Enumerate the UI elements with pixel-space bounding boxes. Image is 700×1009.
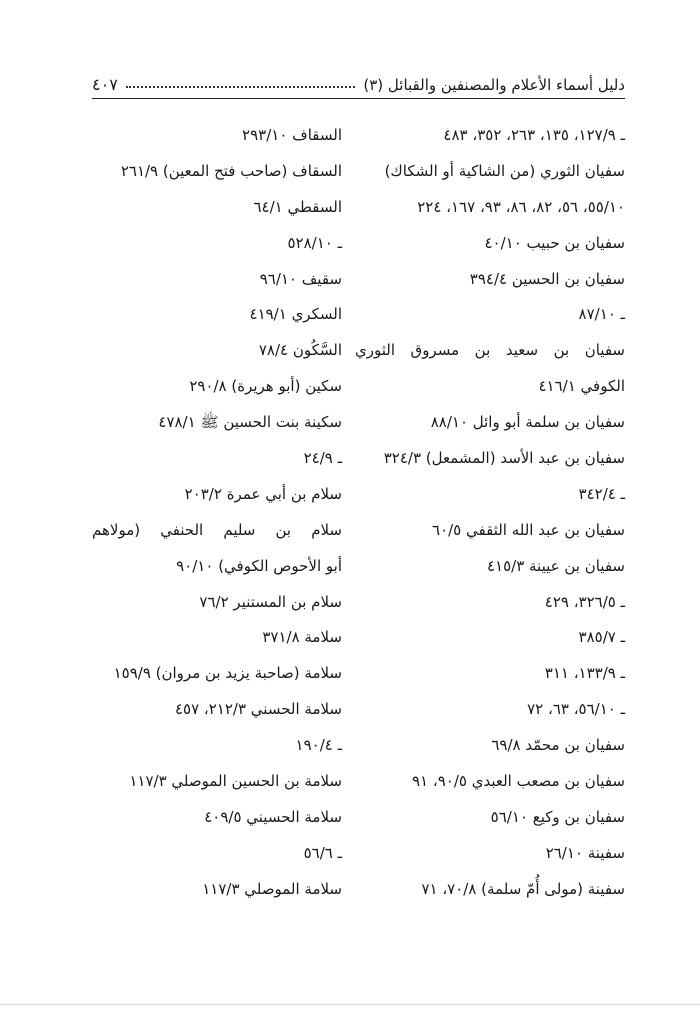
index-entry: السكري ٤١٩/١ [249,305,342,324]
index-entry: سلام بن سليم الحنفي (مولاهم [92,520,342,539]
index-entry: سفيان بن عبد الأسد (المشمعل) ٣٢٤/٣ [383,449,625,468]
index-entry: ـ ٣٢٦/٥، ٤٢٩ [544,592,625,611]
index-entry: السقاف ٢٩٣/١٠ [242,126,342,144]
index-entry: سفيان بن عبد الله الثقفي ٦٠/٥ [432,520,625,539]
index-entry: السَّكُون ٧٨/٤ [258,341,342,360]
index-entry: سلام بن المستنير ٧٦/٢ [199,592,342,611]
index-entry: سفيان بن وكيع ٥٦/١٠ [490,807,625,826]
index-entry: سكينة بنت الحسين ﷺ ٤٧٨/١ [158,413,342,432]
header-rule [92,98,625,99]
index-entry: ـ ٥٦/٦ [303,843,342,862]
index-entry: سلامة بن الحسين الموصلي ١١٧/٣ [129,772,342,791]
index-entry: سفيان بن مصعب العبدي ٩٠/٥، ٩١ [411,772,625,791]
leader-dots [126,85,356,88]
index-entry: سقيف ٩٦/١٠ [259,269,342,288]
index-entry: الكوفي ٤١٦/١ [538,377,625,396]
running-header [92,66,625,94]
index-entry: سفيان بن الحسين ٣٩٤/٤ [469,269,625,288]
index-entry: سلامة (صاحبة يزيد بن مروان) ١٥٩/٩ [113,664,342,683]
running-title: دليل أسماء الأعلام والمصنفين والقبائل (٣) [363,76,625,94]
index-entry: سفيان بن سعيد بن مسروق الثوري [355,341,625,360]
index-column-right [355,118,625,908]
index-entry: السقطي ٦٤/١ [253,197,342,216]
index-entry: ـ ٣٨٥/٧ [578,628,625,647]
index-entry: سفيان بن عيينة ٤١٥/٣ [486,556,625,575]
index-entry: سلامة ٣٧١/٨ [262,628,342,647]
index-entry: ـ ٨٧/١٠ [578,305,625,324]
index-entry: ـ ٥٦/١٠، ٦٣، ٧٢ [527,700,625,719]
index-entry: سفيان بن سلمة أبو وائل ٨٨/١٠ [430,413,625,432]
index-entry: سفيان الثوري (من الشاكية أو الشكاك) [384,161,625,180]
index-column-left [92,118,342,908]
index-entry: ـ ١٢٧/٩، ١٣٥، ٢٦٣، ٣٥٢، ٤٨٣ [443,126,625,144]
index-entry: ـ ٥٢٨/١٠ [287,233,342,252]
index-entry: ـ ٢٤/٩ [303,449,342,468]
index-entry: ـ ٣٤٢/٤ [578,484,625,503]
index-entry: السقاف (صاحب فتح المعين) ٢٦١/٩ [120,161,342,180]
index-entry: سفيان بن محمّد ٦٩/٨ [491,736,625,755]
index-entry: سكين (أبو هريرة) ٢٩٠/٨ [189,377,342,396]
index-entry: سفيان بن حبيب ٤٠/١٠ [484,233,625,252]
index-entry: أبو الأحوص الكوفي) ٩٠/١٠ [176,556,342,575]
index-entry: ـ ١٩٠/٤ [295,736,342,755]
index-entry: سلامة الحسني ٢١٢/٣، ٤٥٧ [174,700,342,719]
index-entry: سلامة الموصلي ١١٧/٣ [202,879,342,898]
index-entry: ـ ١٣٣/٩، ٣١١ [544,664,625,683]
page-number: ٤٠٧ [92,75,118,94]
index-entry: سفينة (مولى أُمّ سلمة) ٧٠/٨، ٧١ [421,879,625,898]
index-entry: سلامة الحسيني ٤٠٩/٥ [204,807,342,826]
scan-edge [0,1004,700,1005]
index-entry: ٥٥/١٠، ٥٦، ٨٢، ٨٦، ٩٣، ١٦٧، ٢٢٤ [417,197,625,216]
index-entry: سفينة ٢٦/١٠ [545,843,625,862]
index-entry: سلام بن أبي عمرة ٢٠٣/٢ [184,484,342,503]
